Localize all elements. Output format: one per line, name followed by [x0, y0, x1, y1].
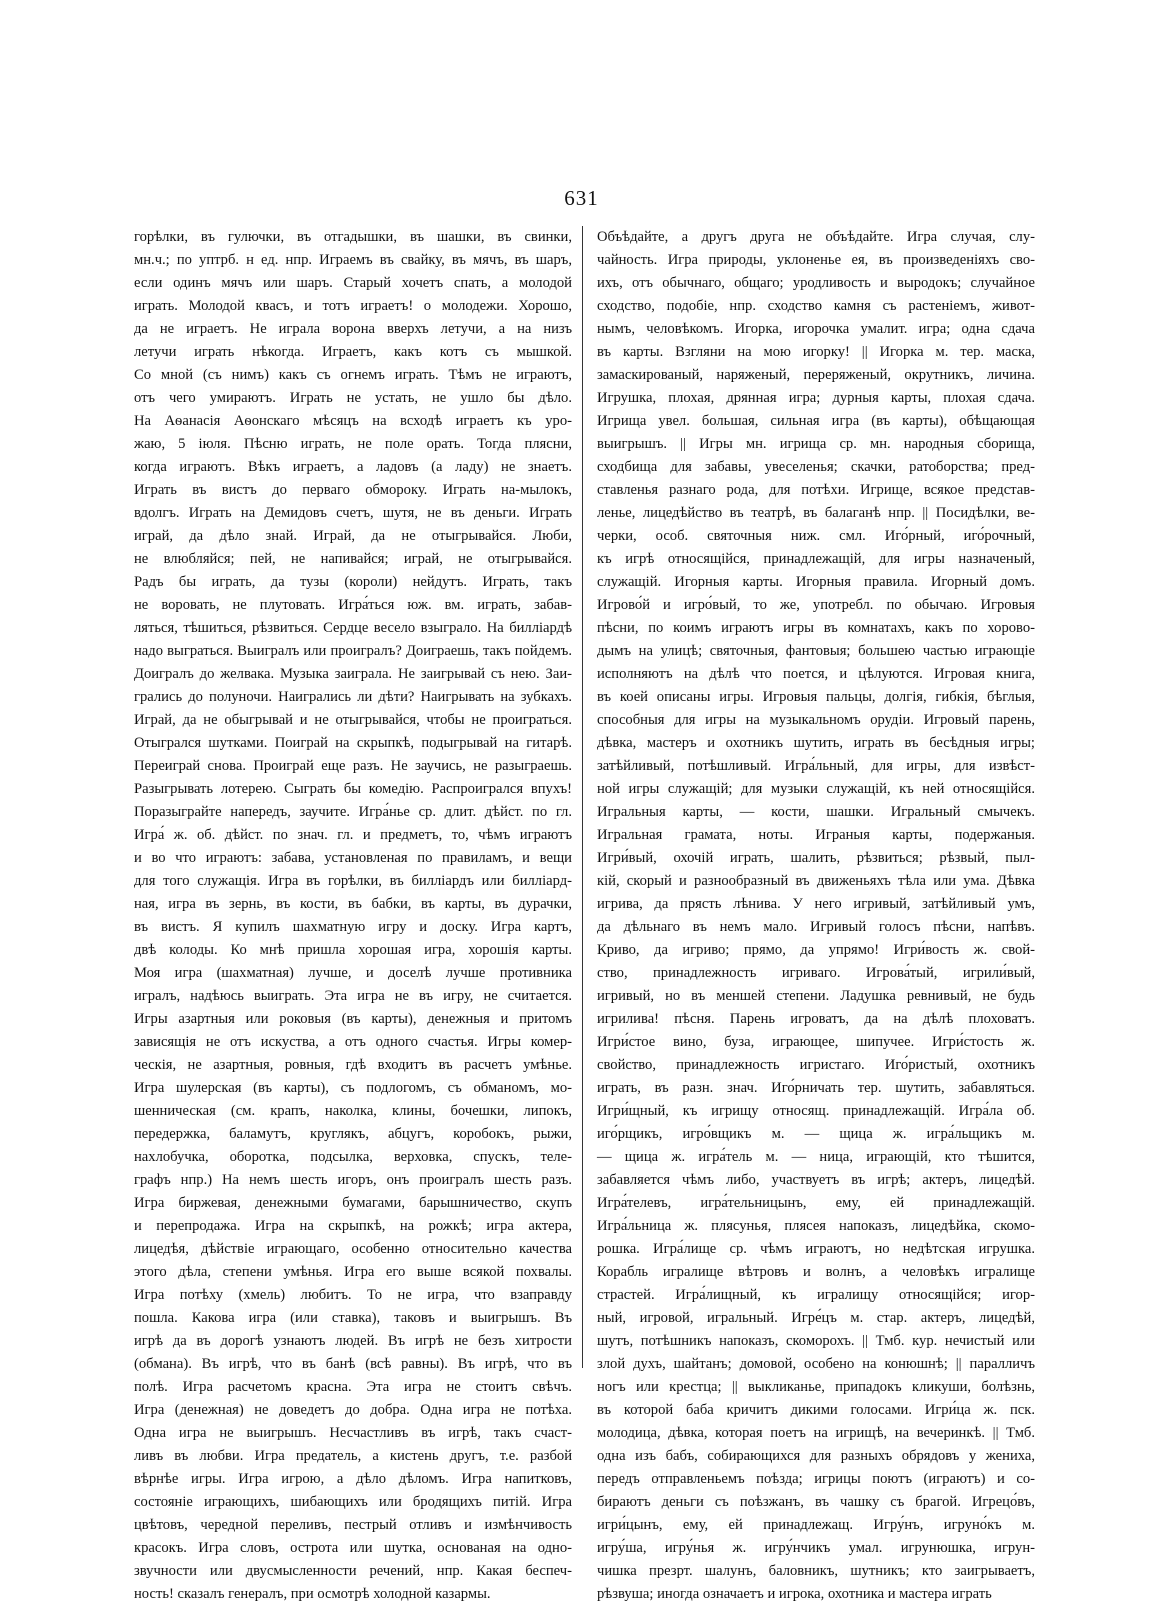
text-line: Игра биржевая, денежными бумагами, барышничество, скупъ: [134, 1195, 572, 1211]
text-line: Со мной (съ нимъ) какъ съ огнемъ играть. Тѣмъ не играютъ,: [134, 367, 572, 383]
text-line: (обмана). Въ игрѣ, что въ банѣ (всѣ равны). Въ игрѣ, что въ: [134, 1356, 572, 1372]
text-line: исполняютъ на дѣлѣ что поется, и цѣлуются. Игровая книга,: [597, 666, 1035, 682]
left-column: [134, 226, 572, 1602]
text-line: ихъ, отъ обычнаго, общаго; уродливость и выродокъ; случайное: [597, 275, 1035, 291]
text-line: пѣсни, по коимъ играютъ игры въ комнатахъ, какъ по хорово-: [597, 620, 1035, 636]
page-number: 631: [564, 186, 599, 210]
text-line: шутъ, потѣшникъ напоказъ, скоморохъ. || Тмб. кур. нечистый или: [597, 1333, 1035, 1349]
text-line: черки, особ. святочныя ниж. смл. Иго́рный, иго́рочный,: [597, 528, 1035, 544]
text-line: двѣ колоды. Ко мнѣ пришла хорошая игра, хорошія карты.: [134, 942, 572, 958]
text-line: для того служащія. Игра въ горѣлки, въ билліардъ или билліард-: [134, 873, 572, 889]
text-line: Радъ бы играть, да тузы (короли) нейдутъ. Играть, такъ: [134, 574, 572, 590]
text-line: иго́рщикъ, игро́вщикъ м. — щица ж. игра́льщикъ м.: [597, 1126, 1035, 1142]
text-line: Переиграй снова. Проиграй еще разъ. Не заучись, не разыграешь.: [134, 758, 572, 774]
right-column: [597, 226, 1035, 1602]
text-line: забавляется чѣмъ либо, участвуетъ въ игрѣ; актеръ, лицедѣй.: [597, 1172, 1035, 1188]
text-line: Объѣдайте, а другъ друга не объѣдайте. Игра случая, слу-: [597, 229, 1035, 245]
text-line: пошла. Какова игра (или ставка), таковъ и выигрышъ. Въ: [134, 1310, 572, 1326]
text-line: игрилива! пѣсня. Парень игроватъ, да на дѣлѣ плоховатъ.: [597, 1011, 1035, 1027]
text-line: ставленья разнаго рода, для потѣхи. Игрище, всякое представ-: [597, 482, 1035, 498]
text-line: игралъ, надѣюсь выиграть. Эта игра не въ игру, не считается.: [134, 988, 572, 1004]
text-line: ляться, тѣшиться, рѣзвиться. Сердце весело взыграло. На билліардѣ: [134, 620, 572, 636]
text-line: когда играютъ. Вѣкъ играетъ, а ладовъ (а ладу) не знаетъ.: [134, 459, 572, 475]
text-line: игрѣ да въ дорогѣ узнаютъ людей. Въ игрѣ не безъ хитрости: [134, 1333, 572, 1349]
text-line: Игри́щный, къ игрищу относящ. принадлежащій. Игра́ла об.: [597, 1103, 1035, 1119]
text-line: ность! сказалъ генералъ, при осмотрѣ холодной казармы.: [134, 1586, 491, 1602]
text-line: игри́цынъ, ему, ей принадлежащ. Игру́нъ, игруно́къ м.: [597, 1517, 1035, 1533]
text-line: если одинъ мячъ или шаръ. Старый хочетъ спать, а молодой: [134, 275, 572, 291]
text-line: надо выграться. Выигралъ или проигралъ? Доиграешь, такъ пойдемъ.: [134, 643, 572, 659]
text-line: ливъ въ любви. Игра предатель, а кистень другъ, т.е. разбой: [134, 1448, 572, 1464]
text-line: игривый, но въ меншей степени. Ладушка ревнивый, не будь: [597, 988, 1035, 1004]
text-line: сходство, подобіе, нпр. сходство камня съ растеніемъ, живот-: [597, 298, 1035, 314]
text-line: Игра (денежная) не доведетъ до добра. Одна игра не потѣха.: [134, 1402, 572, 1418]
text-line: Игри́стое вино, буза, играющее, шипучее. Игри́стость ж.: [597, 1034, 1035, 1050]
text-line: игру́ша, игру́нья ж. игру́нчикъ умал. игрунюшка, игрун-: [597, 1540, 1035, 1556]
text-line: чишка презрт. шалунъ, баловникъ, шутникъ; кто заигрываетъ,: [597, 1563, 1035, 1579]
text-line: и перепродажа. Игра на скрыпкѣ, на рожкѣ; игра актера,: [134, 1218, 572, 1234]
text-line: рошка. Игра́лище ср. чѣмъ играютъ, но недѣтская игрушка.: [597, 1241, 1035, 1257]
text-line: Игрушка, плохая, дрянная игра; дурныя карты, плохая сдача.: [597, 390, 1035, 406]
text-line: страстей. Игра́лищный, къ игралищу относящійся; игор-: [597, 1287, 1035, 1303]
text-line: Отыгрался шутками. Поиграй на скрыпкѣ, подыгрывай на гитарѣ.: [134, 735, 572, 751]
text-line: Игральныя карты, — кости, шашки. Игральный смычекъ.: [597, 804, 1035, 820]
text-line: Игрища увел. большая, сильная игра (въ карты), обѣщающая: [597, 413, 1035, 429]
text-line: да дѣльнаго въ немъ мало. Игривый голосъ пѣсни, напѣвъ.: [597, 919, 1035, 935]
text-line: этого дѣла, степени умѣнья. Игра его выше всякой похвалы.: [134, 1264, 572, 1280]
text-line: Играть въ вистъ до перваго обмороку. Играть на-мылокъ,: [134, 482, 572, 498]
text-line: играй, да дѣло знай. Играй, да не отыгрывайся. Люби,: [134, 528, 572, 544]
text-line: горѣлки, въ гулючки, въ отгадышки, въ шашки, въ свинки,: [134, 229, 572, 245]
text-line: да не играетъ. Не играла ворона вверхъ летучи, а на низъ: [134, 321, 572, 337]
text-line: одна изъ бабъ, собирающихся для разныхъ обрядовъ у жениха,: [597, 1448, 1035, 1464]
text-line: играть. Молодой квасъ, и тотъ играетъ! о молодежи. Хорошо,: [134, 298, 572, 314]
text-line: ногъ или крестца; || выкликанье, припадокъ кликуши, болѣзнь,: [597, 1379, 1035, 1395]
text-line: Игра́телевъ, игра́тельницынъ, ему, ей принадлежащій.: [597, 1195, 1035, 1211]
text-line: передержка, баламутъ, круглякъ, абцугъ, коробокъ, рыжи,: [134, 1126, 572, 1142]
text-line: служащій. Игорныя карты. Игорныя правила. Игорный домъ.: [597, 574, 1035, 590]
text-line: свойство, принадлежность игристаго. Иго́ристый, охотникъ: [597, 1057, 1035, 1073]
text-line: рѣзвуша; иногда означаетъ и игрока, охотника и мастера играть: [597, 1586, 992, 1602]
text-line: Игры азартныя или роковыя (въ карты), денежныя и притомъ: [134, 1011, 572, 1027]
text-line: цвѣтовъ, чередной переливъ, пестрый отливъ и измѣнчивость: [134, 1517, 572, 1533]
text-line: замаскированый, наряженый, переряженый, окрутникъ, личина.: [597, 367, 1035, 383]
text-line: ческія, не азартныя, ровныя, гдѣ входитъ въ расчетъ умѣнье.: [134, 1057, 572, 1073]
text-line: Моя игра (шахматная) лучше, и доселѣ лучше противника: [134, 965, 572, 981]
text-line: выигрышъ. || Игры мн. игрища ср. мн. народныя сборища,: [597, 436, 1035, 452]
text-line: грались до полуночи. Наигрались ли дѣти? Наигрывать на зубкахъ.: [134, 689, 572, 705]
text-line: — щица ж. игра́тель м. — ница, играющій, кто тѣшится,: [597, 1149, 1035, 1165]
text-line: вѣрнѣе игры. Игра игрою, а дѣло дѣломъ. Игра напитковъ,: [134, 1471, 572, 1487]
text-line: мн.ч.; по уптрб. н ед. нпр. Играемъ въ свайку, въ мячъ, въ шаръ,: [134, 252, 572, 268]
text-line: игрива, да прясть лѣнива. У него игривый, затѣйливый умъ,: [597, 896, 1035, 912]
text-line: въ коей описаны игры. Игровыя пальцы, долгія, гибкія, бѣглыя,: [597, 689, 1035, 705]
text-line: ная, игра въ зернь, въ кости, въ бабки, въ карты, въ дурачки,: [134, 896, 572, 912]
text-line: и во что играютъ: забава, установленая по правиламъ, и вещи: [134, 850, 572, 866]
text-line: Игра потѣху (хмель) любитъ. То не игра, что взаправду: [134, 1287, 572, 1303]
text-line: затѣйливый, потѣшливый. Игра́льный, для игры, для извѣст-: [597, 758, 1035, 774]
text-line: злой духъ, шайтанъ; домовой, особено на конюшнѣ; || паралличъ: [597, 1356, 1035, 1372]
text-line: отъ чего умираютъ. Играть не устать, не ушло бы дѣло.: [134, 390, 572, 406]
text-line: молодица, дѣвка, которая поетъ на игрищѣ, на вечеринкѣ. || Тмб.: [597, 1425, 1035, 1441]
text-line: въ вистъ. Я купилъ шахматную игру и доску. Игра картъ,: [134, 919, 572, 935]
text-line: способныя для игры на музыкальномъ орудіи. Игровый парень,: [597, 712, 1035, 728]
text-line: сходбища для забавы, увеселенья; скачки, ратоборства; пред-: [597, 459, 1035, 475]
text-line: Игра́ ж. об. дѣйст. по знач. гл. и предметъ, то, чѣмъ играютъ: [134, 827, 572, 843]
text-line: На Аѳанасія Аѳонскаго мѣсяцъ на всходѣ играетъ къ уро-: [134, 413, 572, 429]
text-line: не влюбляйся; пей, не напивайся; играй, не отыгрывайся.: [134, 551, 572, 567]
text-line: Доигралъ до желвака. Музыка заиграла. Не заигрывай съ нею. Заи-: [134, 666, 572, 682]
text-line: кій, скорый и разнообразный въ движеньяхъ тѣла или ума. Дѣвка: [597, 873, 1035, 889]
text-line: Корабль игралище вѣтровъ и волнъ, а человѣкъ игралище: [597, 1264, 1035, 1280]
text-line: нымъ, человѣкомъ. Игорка, игорочка умалит. игра; одна сдача: [597, 321, 1035, 337]
text-line: Поразыграйте напередъ, заучите. Игра́нье ср. длит. дѣйст. по гл.: [134, 804, 572, 820]
text-line: Игри́вый, охочій играть, шалить, рѣзвиться; рѣзвый, пыл-: [597, 850, 1035, 866]
text-line: зависящія не отъ искуства, а отъ одного счастья. Игры комер-: [134, 1034, 572, 1050]
text-line: графъ нпр.) На немъ шесть игоръ, онъ проигралъ шесть разъ.: [134, 1172, 572, 1188]
text-line: полѣ. Игра расчетомъ красна. Эта игра не стоитъ свѣчъ.: [134, 1379, 572, 1395]
text-line: ленье, лицедѣйство въ театрѣ, въ балаганѣ нпр. || Посидѣлки, ве-: [597, 505, 1035, 521]
text-line: летучи играть нѣкогда. Играетъ, какъ котъ съ мышкой.: [134, 344, 572, 360]
text-line: жаю, 5 іюля. Пѣсню играть, не поле орать. Тогда плясни,: [134, 436, 572, 452]
text-line: бираютъ деньги съ поѣзжанъ, въ чашку съ брагой. Игрецо́въ,: [597, 1494, 1035, 1510]
text-line: въ карты. Взгляни на мою игорку! || Игорка м. тер. маска,: [597, 344, 1035, 360]
text-line: чайность. Игра природы, уклоненье ея, въ произведеніяхъ сво-: [597, 252, 1035, 268]
text-line: въ которой баба кричитъ дикими голосами. Игри́ца ж. пск.: [597, 1402, 1035, 1418]
text-line: вдолгъ. Играть на Демидовъ счетъ, шутя, не въ деньги. Играть: [134, 505, 572, 521]
text-line: лицедѣя, дѣйствіе играющаго, особенно относительно качества: [134, 1241, 572, 1257]
text-line: красокъ. Игра словъ, острота или шутка, основаная на одно-: [134, 1540, 572, 1556]
text-line: ство, принадлежность игриваго. Игрова́тый, игрили́вый,: [597, 965, 1035, 981]
text-line: ной игры служащій; для музыки служащій, къ ней относящійся.: [597, 781, 1035, 797]
text-line: ный, игровой, игральный. Игре́цъ м. стар. актеръ, лицедѣй,: [597, 1310, 1035, 1326]
text-line: Игра шулерская (въ карты), съ подлогомъ, съ обманомъ, мо-: [134, 1080, 572, 1096]
text-line: къ игрѣ относящійся, принадлежащій, для игры назначеный,: [597, 551, 1035, 567]
text-line: Разыгрывать лотерею. Сыграть бы комедію. Распроигрался впухъ!: [134, 781, 572, 797]
text-line: Одна игра не выигрышъ. Несчастливъ въ игрѣ, такъ счаст-: [134, 1425, 572, 1441]
text-line: дѣвка, мастеръ и охотникъ шутить, играть въ бесѣдныя игры;: [597, 735, 1035, 751]
text-line: играть, въ разн. знач. Иго́рничать тер. шутить, забавляться.: [597, 1080, 1035, 1096]
text-line: не воровать, не плутовать. Игра́ться юж. вм. играть, забав-: [134, 597, 572, 613]
text-line: Играй, да не обыгрывай и не отыгрывайся, чтобы не проиграться.: [134, 712, 572, 728]
text-line: передъ отправленьемъ поѣзда; игрицы поютъ (играютъ) и со-: [597, 1471, 1035, 1487]
text-line: Игральная грамата, ноты. Играныя карты, подержаныя.: [597, 827, 1035, 843]
text-line: Игра́льница ж. плясунья, плясея напоказъ, лицедѣйка, скомо-: [597, 1218, 1035, 1234]
text-line: Криво, да игриво; прямо, да упрямо! Игри́вость ж. свой-: [597, 942, 1035, 958]
text-line: Игрово́й и игро́вый, то же, употребл. по обычаю. Игровыя: [597, 597, 1035, 613]
text-line: шенническая (см. крапъ, наколка, клины, бочешки, липокъ,: [134, 1103, 572, 1119]
text-line: нахлобучка, оборотка, подсылка, верховка, спускъ, теле-: [134, 1149, 572, 1165]
text-line: состояніе играющихъ, шибающихъ или бродящихъ питій. Игра: [134, 1494, 572, 1510]
text-line: звучности или двусмысленности речений, нпр. Какая беспеч-: [134, 1563, 572, 1579]
column-divider: [582, 226, 583, 1368]
text-line: дымъ на улицѣ; святочныя, фантовыя; большею частью играющіе: [597, 643, 1035, 659]
